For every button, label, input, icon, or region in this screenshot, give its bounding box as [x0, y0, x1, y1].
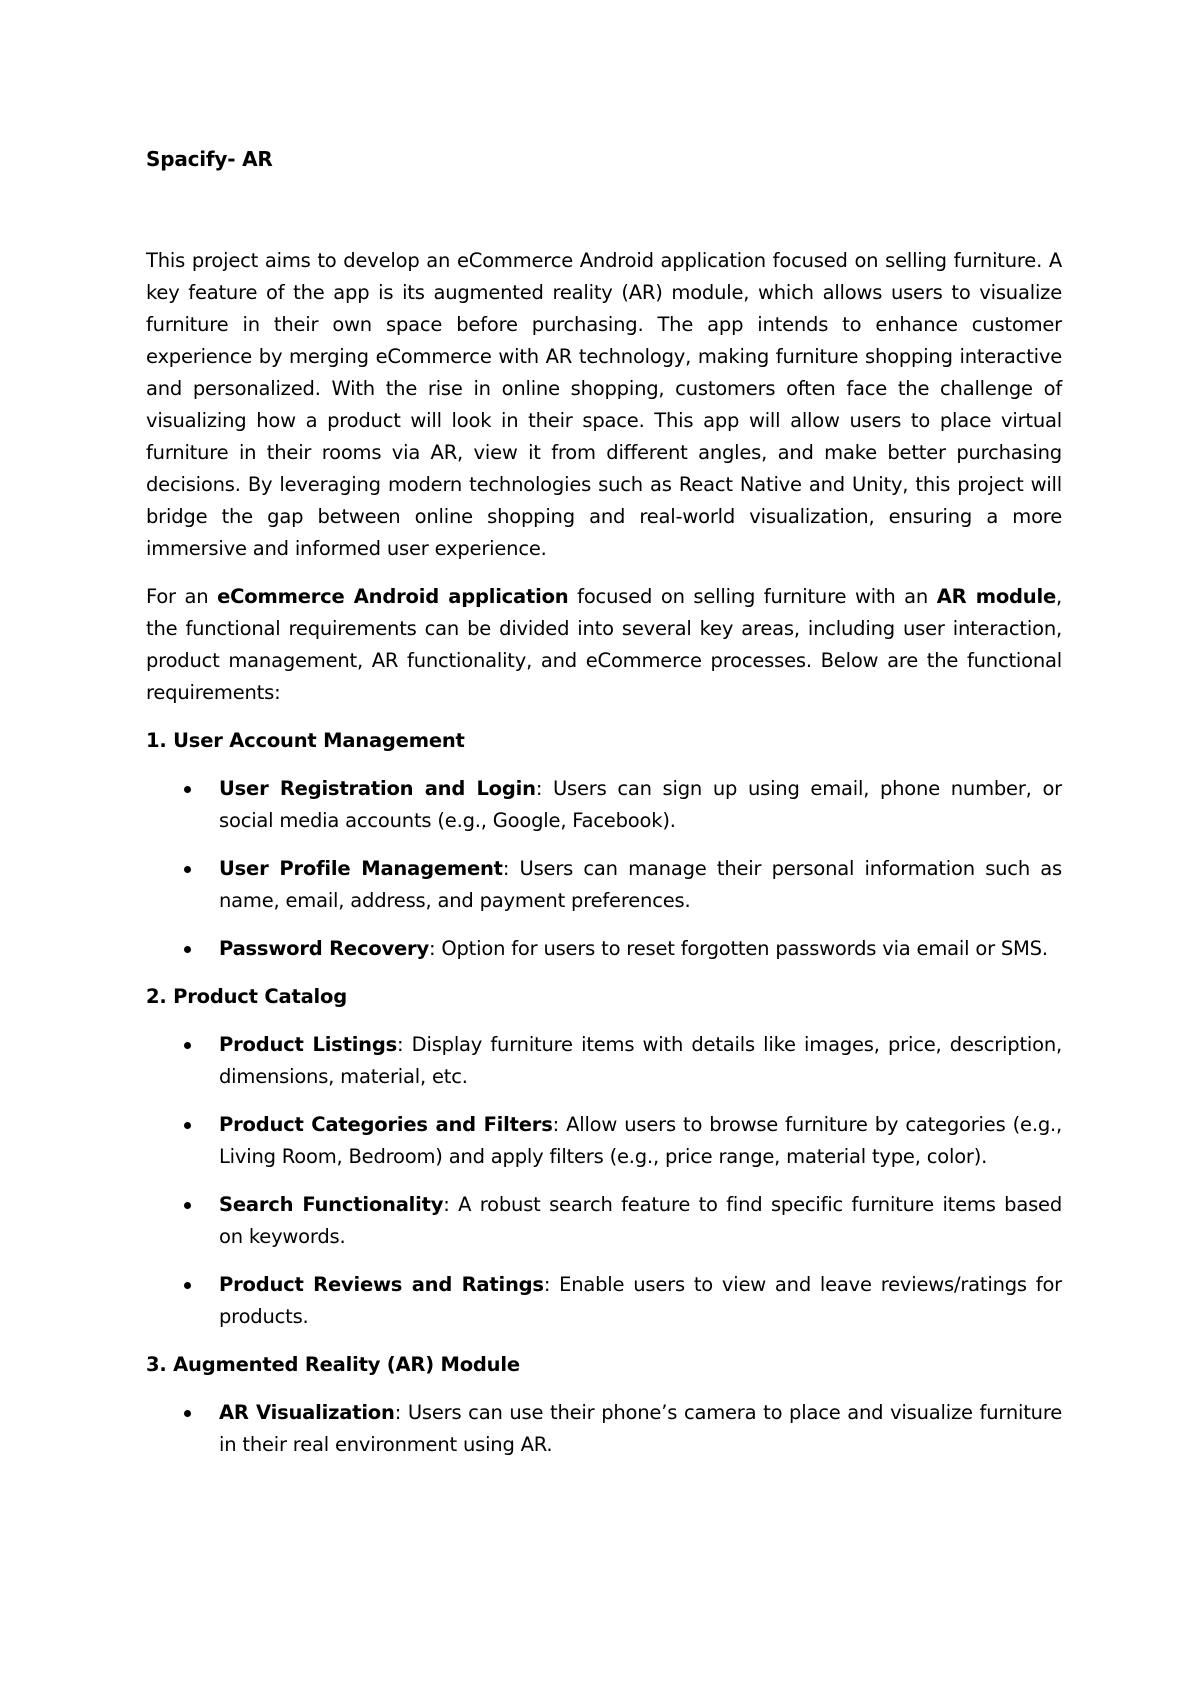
- requirement-term: AR Visualization: [219, 1401, 395, 1424]
- document-body: [146, 143, 1062, 1461]
- requirement-term: Product Listings: [219, 1033, 398, 1056]
- intro-paragraph: This project aims to develop an eCommerce Android application focused on selling furniture. A key feature of the app is its augmented reality (AR) module, which allows users to visualize furniture in their own space before purchasing. The app intends to enhance customer experience by merging eCommerce with AR technology, making furniture shopping interactive and personalized. With the rise in online shopping, customers often face the challenge of visualizing how a product will look in their space. This app will allow users to place virtual furniture in their rooms via AR, view it from different angles, and make better purchasing decisions. By leveraging modern technologies such as React Native and Unity, this project will bridge the gap between online shopping and real-world visualization, ensuring a more immersive and informed user experience.: [146, 249, 1062, 560]
- requirement-term: User Registration and Login: [219, 777, 536, 800]
- bullet-icon: [184, 866, 191, 873]
- list-item: [146, 1109, 1062, 1173]
- requirement-desc: : Display furniture items with details like images, price, description, dimensions, material, etc.: [219, 1033, 1062, 1088]
- para2-text-2: focused on selling furniture with an: [568, 585, 937, 608]
- requirement-term: Product Reviews and Ratings: [219, 1273, 544, 1296]
- para2-bold-1: eCommerce Android application: [217, 585, 569, 608]
- bullet-icon: [184, 1410, 191, 1417]
- requirement-term: Search Functionality: [219, 1193, 444, 1216]
- section-heading-product-catalog: 2. Product Catalog: [146, 985, 347, 1008]
- requirement-term: Product Categories and Filters: [219, 1113, 553, 1136]
- section-heading-ar-module: 3. Augmented Reality (AR) Module: [146, 1353, 520, 1376]
- list-item: [146, 1397, 1062, 1461]
- bullet-icon: [184, 1202, 191, 1209]
- document-title: Spacify- AR: [146, 147, 273, 171]
- requirement-desc: : Allow users to browse furniture by categories (e.g., Living Room, Bedroom) and apply filters (e.g., price range, material type, color).: [219, 1113, 1062, 1168]
- bullet-icon: [184, 786, 191, 793]
- requirements-list-ar-module: [146, 1397, 1062, 1461]
- requirement-term: Password Recovery: [219, 937, 429, 960]
- list-item: [146, 1189, 1062, 1253]
- requirement-term: User Profile Management: [219, 857, 503, 880]
- requirement-desc: : Users can sign up using email, phone number, or social media accounts (e.g., Google, Facebook).: [219, 777, 1062, 832]
- para2-text-3: , the functional requirements can be divided into several key areas, including user interaction, product management, AR functionality, and eCommerce processes. Below are the functional requirements:: [146, 585, 1062, 704]
- requirement-desc: : Users can manage their personal information such as name, email, address, and payment preferences.: [219, 857, 1063, 912]
- requirements-list-product-catalog: [146, 1029, 1062, 1333]
- requirement-desc: : Enable users to view and leave reviews/ratings for products.: [219, 1273, 1062, 1328]
- list-item: [146, 1029, 1062, 1093]
- list-item: [146, 933, 1062, 965]
- list-item: [146, 853, 1062, 917]
- requirements-intro-paragraph: [146, 581, 1062, 709]
- requirement-desc: : A robust search feature to find specific furniture items based on keywords.: [219, 1193, 1063, 1248]
- bullet-icon: [184, 1282, 191, 1289]
- bullet-icon: [184, 1042, 191, 1049]
- requirement-desc: : Option for users to reset forgotten passwords via email or SMS.: [428, 937, 1048, 960]
- para2-text-1: For an: [146, 585, 218, 608]
- para2-bold-2: AR module: [936, 585, 1056, 608]
- section-heading-user-account: 1. User Account Management: [146, 729, 465, 752]
- requirements-list-user-account: [146, 773, 1062, 965]
- list-item: [146, 1269, 1062, 1333]
- bullet-icon: [184, 1122, 191, 1129]
- bullet-icon: [184, 946, 191, 953]
- requirement-desc: : Users can use their phone’s camera to place and visualize furniture in their real environment using AR.: [219, 1401, 1063, 1456]
- list-item: [146, 773, 1062, 837]
